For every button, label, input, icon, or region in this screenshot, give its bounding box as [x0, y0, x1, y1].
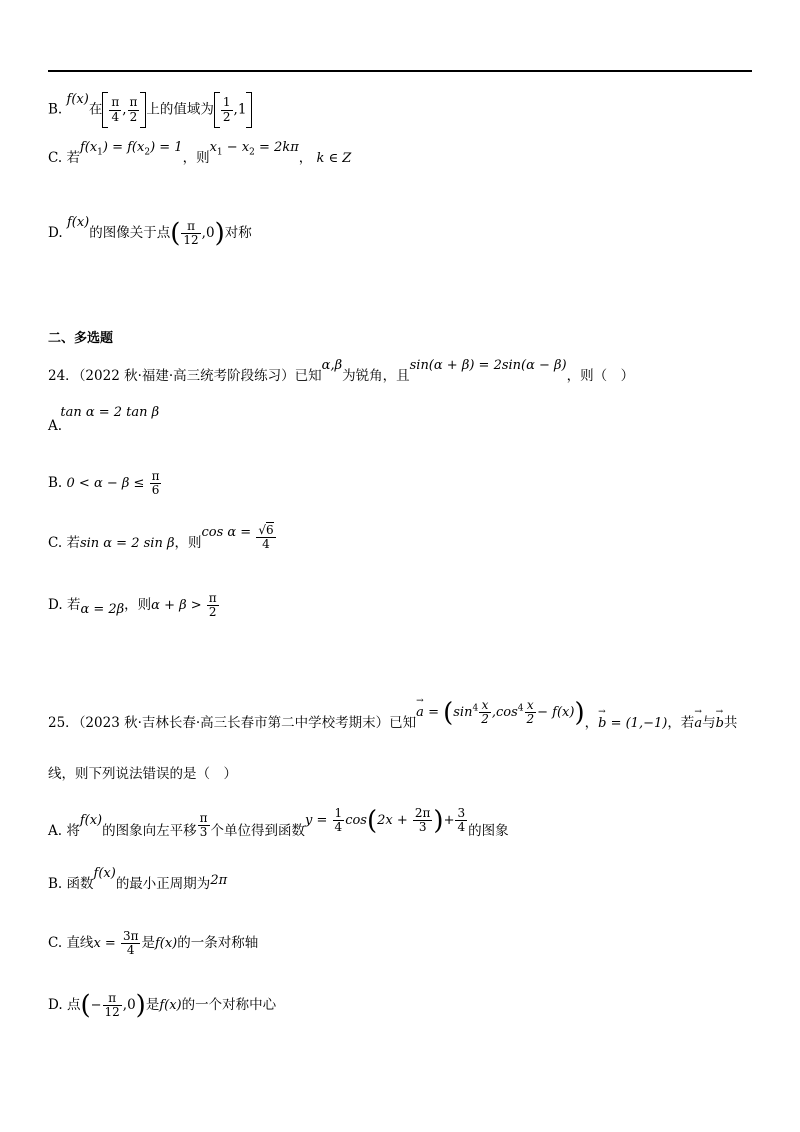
math-fx: f(x)	[66, 91, 89, 107]
q23-option-b: B. f(x)在 $\frac{\pi}{4}$ , $\frac{\pi}{2}$ 上的值域为 $\frac{1}{2}$ ,1	[48, 92, 252, 128]
q25-option-d: D. 点(− $\frac{\pi}{12}$ ,0)是f(x)的一个对称中心	[48, 990, 277, 1021]
top-rule	[48, 70, 752, 72]
q24-option-c: C. 若sin α = 2 sin β，则cos α = $\frac{√6}{4}$	[48, 523, 274, 552]
section-title: 二、多选题	[48, 331, 114, 346]
q25-option-c: C. 直线x = $\frac{3\pi}{4}$ 是f(x)的一条对称轴	[48, 929, 259, 958]
q25-stem-line2: 线，则下列说法错误的是（ ）	[48, 766, 237, 782]
q23-option-c: C. 若$f(x_1) = f(x_2) = 1$，则$x_1 - x_2 = 2k\pi$， k ∈ Z	[48, 140, 352, 166]
q25-option-b: B. 函数f(x)的最小正周期为2π	[48, 866, 228, 892]
q24-stem: 24．（2022 秋·福建·高三统考阶段练习）已知α,β为锐角，且sin(α + β) = 2sin(α − β)，则（ ）	[48, 358, 635, 384]
q24-option-d: D. 若α = 2β，则α + β > $\frac{\pi}{2}$	[48, 591, 217, 620]
q25-option-a: A. 将f(x)的图象向左平移 $\frac{\pi}{3}$ 个单位得到函数y = $\frac{1}{4}$ cos(2x + $\frac{2\pi}{3}$ )+ $\frac{3}{4}$ 的图象	[48, 805, 509, 840]
q25-stem: 25．（2023 秋·吉林长春·高三长春市第二中学校考期末）已知→ $a = (\sin^4$ $\frac{x}{2}$ $,\cos^4$ $\frac{x}{2}$ − f(x))，→ b = (1,−1)，若→ a与→ b共	[48, 710, 737, 737]
q24-option-b: B. 0 < α − β ≤ $\frac{\pi}{6}$	[48, 469, 160, 498]
q23-option-d: D. f(x)的图像关于点( $\frac{\pi}{12}$ ,0)对称	[48, 215, 252, 249]
math-eq: $f(x_1) = f(x_2) = 1$	[79, 140, 183, 158]
q24-option-a: A. tan α = 2 tan β	[48, 405, 160, 434]
